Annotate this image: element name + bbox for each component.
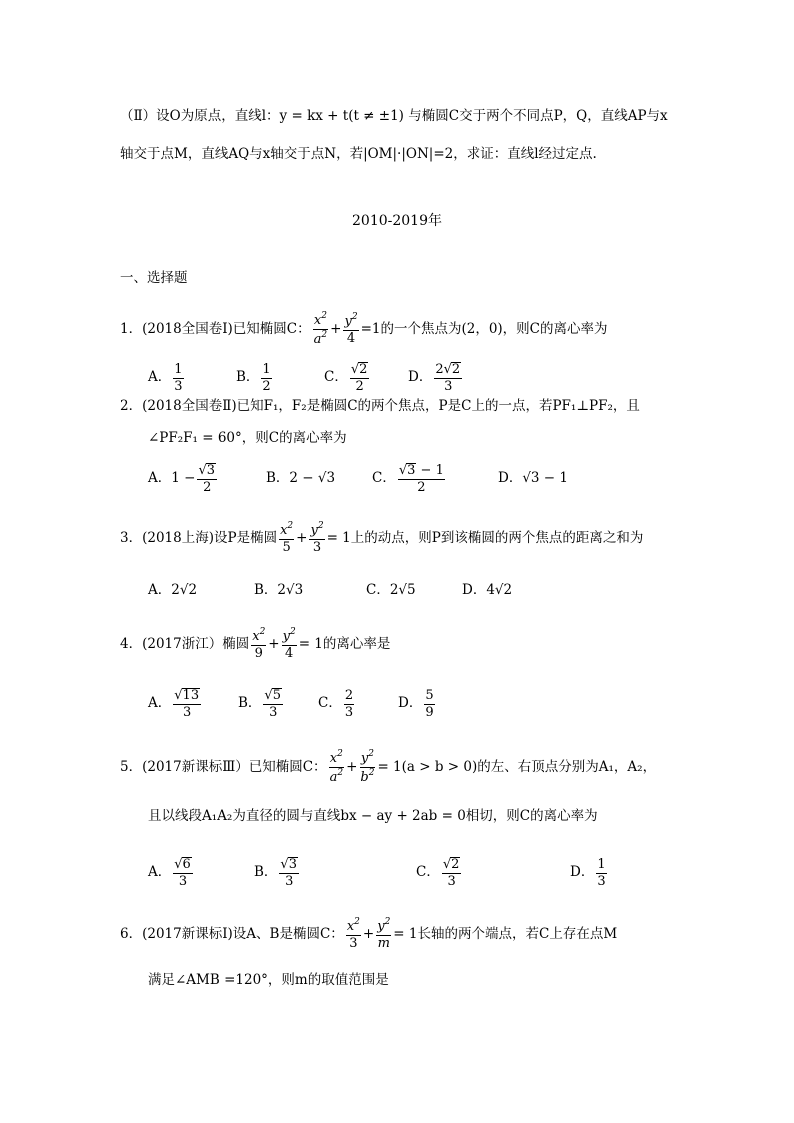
q5-options	[148, 857, 609, 889]
q1-post: 的一个焦点为(2，0)，则C的离心率为	[380, 320, 608, 337]
question-6: 6．(2017新课标Ⅰ)设A、B是椭圆C： $\frac{x^2}{3}$ + $\frac{y^2}{m}$ = 1 长轴的两个端点，若C上存在点M	[120, 917, 618, 952]
question-5-line-2: 且以线段A₁A₂为直径的圆与直线bx − ay + 2ab = 0相切，则C的离心率为	[148, 808, 598, 824]
q4-option-a: A． $\frac{√13}{3}$	[148, 688, 200, 721]
q3-option-c: C．2√5	[366, 582, 416, 598]
q3-options	[148, 584, 512, 598]
intro-line-1: （Ⅱ）设O为原点，直线l：y = kx + t(t ≠ ±1) 与椭圆C交于两个不同点P，Q，直线AP与x	[120, 108, 668, 124]
q1-option-b: B． $\frac{1}{2}$	[236, 361, 271, 394]
q4-option-b: B． $\frac{√5}{3}$	[238, 688, 281, 721]
q5-option-d: D． $\frac{1}{3}$	[570, 856, 606, 889]
q6-post: 长轴的两个端点，若C上存在点M	[417, 925, 618, 942]
q3-post: 上的动点，则P到该椭圆的两个焦点的距离之和为	[350, 529, 644, 546]
q3-pre: 3．(2018上海)设P是椭圆	[120, 529, 278, 546]
q4-options	[148, 688, 437, 720]
q2-option-b: B．2 − √3	[266, 470, 336, 487]
q5-option-c: C． $\frac{√2}{3}$	[416, 857, 460, 890]
q6-pre: 6．(2017新课标Ⅰ)设A、B是椭圆C：	[120, 925, 344, 942]
q1-frac-x: $\frac{x^2}{a^2}$	[313, 311, 328, 348]
q2-option-d: D．√3 − 1	[498, 470, 568, 487]
q2-option-c: C． $\frac{√3 - 1}{2}$	[372, 463, 444, 496]
q3-option-a: A．2√2	[148, 582, 198, 598]
q1-frac-y: $\frac{y^2}{4}$	[344, 312, 358, 347]
q1-option-d: D． $\frac{2√2}{3}$	[408, 362, 461, 395]
q2-option-a: A．1 − $\frac{√3}{2}$	[148, 463, 216, 496]
question-6-line-2: 满足∠AMB =120°，则m的取值范围是	[148, 972, 389, 988]
q5-option-b: B． $\frac{√3}{3}$	[254, 857, 297, 890]
q1-option-a: A． $\frac{1}{3}$	[148, 361, 183, 394]
q5-pre: 5．(2017新课标Ⅲ）已知椭圆C：	[120, 758, 327, 775]
q2-options	[148, 463, 568, 495]
section-year-heading: 2010-2019年	[352, 213, 442, 229]
question-1: 1．(2018全国卷Ⅰ)已知椭圆C： $\frac{x^2}{a^2}$ + $\frac{y^2}{4}$ =1 的一个焦点为(2，0)，则C的离心率为	[120, 311, 608, 348]
question-2-line-1: 2．(2018全国卷Ⅱ)已知F₁，F₂是椭圆C的两个焦点，P是C上的一点，若PF₁⊥PF₂，且	[120, 398, 640, 414]
question-5: 5．(2017新课标Ⅲ）已知椭圆C： $\frac{x^2}{a^2}$ + $\frac{y^2}{b^2}$ = 1 (a > b > 0)的左、右顶点分别为A₁，A₂，	[120, 749, 657, 786]
intro-line-2: 轴交于点M，直线AQ与x轴交于点N，若|OM|·|ON|=2，求证：直线l经过定点.	[120, 146, 597, 162]
question-4: 4．(2017浙江）椭圆 $\frac{x^2}{9}$ + $\frac{y^2}{4}$ = 1 的离心率是	[120, 627, 391, 662]
q5-option-a: A． $\frac{√6}{3}$	[148, 857, 191, 890]
question-3: 3．(2018上海)设P是椭圆 $\frac{x^2}{5}$ + $\frac{y^2}{3}$ = 1 上的动点，则P到该椭圆的两个焦点的距离之和为	[120, 521, 644, 556]
q4-pre: 4．(2017浙江）椭圆	[120, 635, 250, 652]
section-heading: 一、选择题	[120, 270, 188, 286]
q1-options	[148, 362, 464, 394]
q5-post: (a > b > 0)的左、右顶点分别为A₁，A₂，	[401, 758, 657, 775]
q1-pre: 1．(2018全国卷Ⅰ)已知椭圆C：	[120, 320, 311, 337]
q4-post: 的离心率是	[322, 635, 391, 652]
q4-option-c: C． $\frac{2}{3}$	[318, 687, 354, 720]
question-2-line-2: ∠PF₂F₁ = 60°，则C的离心率为	[148, 430, 347, 446]
q1-option-c: C． $\frac{√2}{2}$	[324, 362, 368, 395]
q4-option-d: D． $\frac{5}{9}$	[398, 687, 434, 720]
q3-option-b: B．2√3	[254, 582, 304, 598]
q3-option-d: D．4√2	[462, 582, 513, 598]
